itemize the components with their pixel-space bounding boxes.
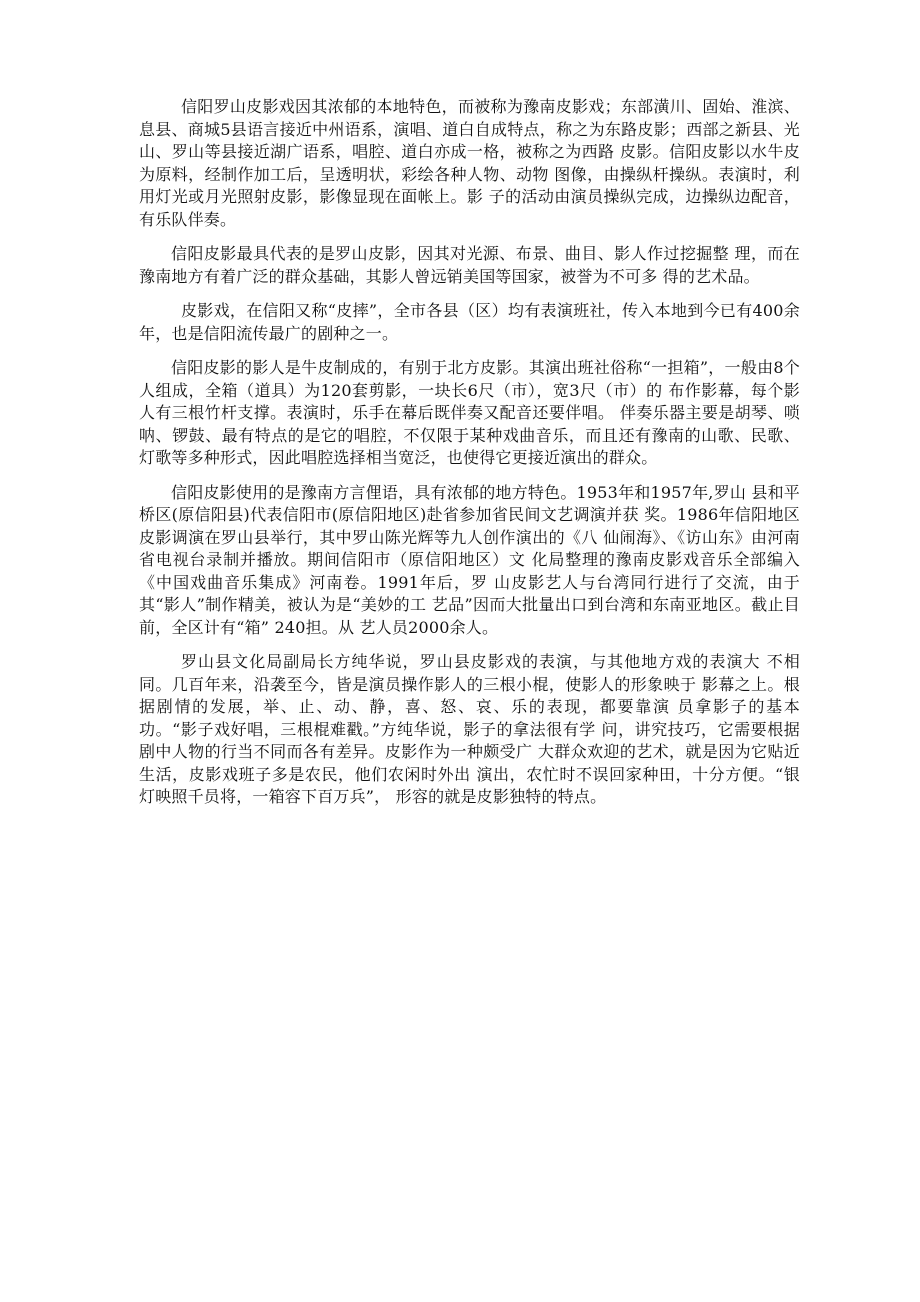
paragraph-5: 信阳皮影使用的是豫南方言俚语，具有浓郁的地方特色。1953年和1957年,罗山 县和平桥区(原信阳县)代表信阳市(原信阳地区)赴省参加省民间文艺调演并获 奖。1986年信阳地区皮影调演在罗山县举行，其中罗山陈光辉等九人创作演出的《八 仙闹海》、《访山东》由河南省电视台录制并播放。期间信阳市（原信阳地区）文 化局整理的豫南皮影戏音乐全部编入《中国戏曲音乐集成》河南卷。1991年后，罗 山皮影艺人与台湾同行进行了交流，由于其“影人”制作精美，被认为是“美妙的工 艺品”因而大批量出口到台湾和东南亚地区。截止目前，全区计有“箱” 240担。从 艺人员2000余人。 — [139, 482, 800, 637]
paragraph-1: 信阳罗山皮影戏因其浓郁的本地特色，而被称为豫南皮影戏；东部潢川、固始、淮滨、息县、商城5县语言接近中州语系，演唱、道白自成特点，称之为东路皮影；西部之新县、光山、罗山等县接近湖广语系，唱腔、道白亦成一格，被称之为西路 皮影。信阳皮影以水牛皮为原料，经制作加工后，呈透明状，彩绘各种人物、动物 图像，由操纵杆操纵。表演时，利用灯光或月光照射皮影，影像显现在面帐上。影 子的活动由演员操纵完成，边操纵边配音，有乐队伴奏。 — [139, 97, 800, 229]
paragraph-6: 罗山县文化局副局长方纯华说，罗山县皮影戏的表演，与其他地方戏的表演大 不相同。几百年来，沿袭至今，皆是演员操作影人的三根小棍，使影人的形象映于 影幕之上。根据剧情的发展，举、止、动、静，喜、怒、哀、乐的表现，都要靠演 员拿影子的基本功。“影子戏好唱，三根棍难戳。”方纯华说，影子的拿法很有学 问，讲究技巧，它需要根据剧中人物的行当不同而各有差异。皮影作为一种颇受广 大群众欢迎的艺术，就是因为它贴近生活，皮影戏班子多是农民，他们农闲时外出 演出，农忙时不误回家种田，十分方便。“银灯映照千员将，一箱容下百万兵”， 形容的就是皮影独特的特点。 — [139, 652, 800, 806]
paragraph-2: 信阳皮影最具代表的是罗山皮影，因其对光源、布景、曲目、影人作过挖掘整 理，而在豫南地方有着广泛的群众基础，其影人曾远销美国等国家，被誉为不可多 得的艺术品。 — [139, 244, 800, 286]
document-body — [139, 96, 800, 821]
paragraph-3: 皮影戏，在信阳又称“皮摔”，全市各县（区）均有表演班社，传入本地到今已有400余年，也是信阳流传最广的剧种之一。 — [139, 301, 800, 343]
paragraph-4: 信阳皮影的影人是牛皮制成的，有别于北方皮影。其演出班社俗称“一担箱”，一般由8个人组成，全箱（道具）为120套剪影，一块长6尺（市），宽3尺（市）的 布作影幕，每个影人有三根竹杆支撑。表演时，乐手在幕后既伴奏又配音还要伴唱。 伴奏乐器主要是胡琴、唢呐、锣鼓、最有特点的是它的唱腔，不仅限于某种戏曲音乐，而且还有豫南的山歌、民歌、灯歌等多种形式，因此唱腔选择相当宽泛，也使得它更接近演出的群众。 — [139, 358, 800, 467]
